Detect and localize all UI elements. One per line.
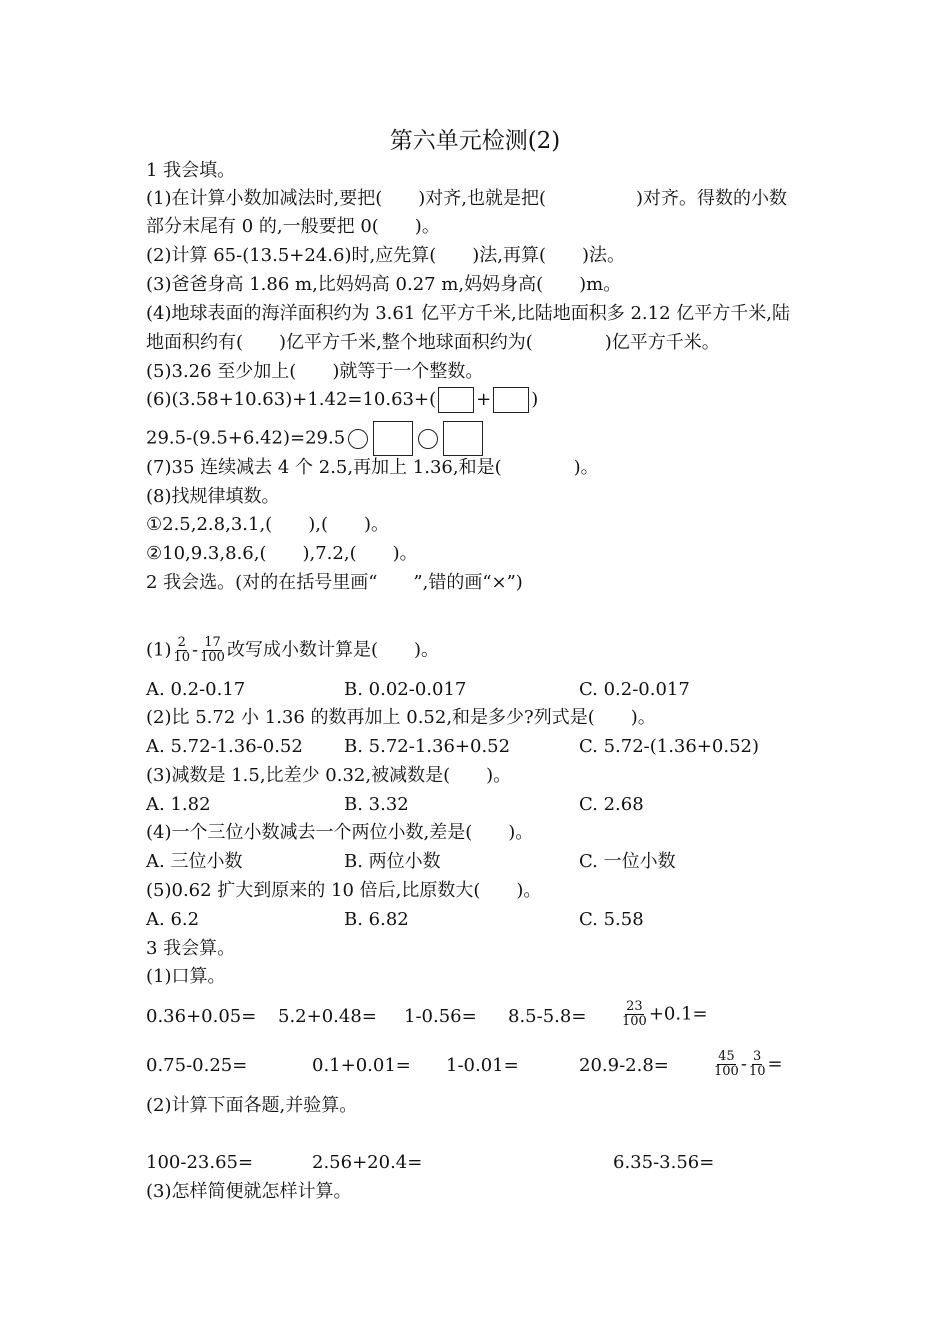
calc-item: 100-23.65=	[146, 1152, 254, 1173]
page-title: 第六单元检测(2)	[389, 128, 561, 154]
answer-box[interactable]	[438, 387, 474, 413]
s2-q1-text: 改写成小数计算是( )。	[226, 639, 440, 661]
s2-q1-number: (1)	[146, 639, 172, 661]
s2-q1	[146, 636, 439, 665]
section1-header: 1 我会填。	[146, 160, 236, 181]
section2-header: 2 我会选。(对的在括号里画“ ”,错的画“×”)	[146, 572, 523, 593]
s1-q6-line2	[146, 421, 485, 456]
s1-q2: (2)计算 65-(13.5+24.6)时,应先算( )法,再算( )法。	[146, 245, 626, 266]
s1-q6-text-a: (6)(3.58+10.63)+1.42=10.63+(	[146, 389, 437, 410]
s2-q3-option-c[interactable]: C. 2.68	[579, 794, 644, 815]
s1-q8-b: ②10,9.3,8.6,( ),7.2,( )。	[146, 543, 418, 564]
fraction: $\frac{17}{100}$	[200, 635, 225, 665]
minus-sign: -	[740, 1053, 747, 1075]
calc-item: 20.9-2.8=	[579, 1055, 669, 1076]
answer-box[interactable]	[493, 387, 529, 413]
calc-item-fraction	[620, 1000, 708, 1029]
calc-item: 0.75-0.25=	[146, 1055, 248, 1076]
plus-sign: +	[476, 389, 492, 410]
answer-box[interactable]	[443, 421, 483, 456]
s1-q6-line1	[146, 387, 538, 413]
calc-item-fraction	[712, 1050, 783, 1079]
s1-q6-text-b: 29.5-(9.5+6.42)=29.5	[146, 427, 346, 449]
section3-header: 3 我会算。	[146, 938, 236, 959]
fraction: $\frac{3}{10}$	[748, 1049, 766, 1079]
calc-item: 2.56+20.4=	[312, 1152, 423, 1173]
operator-circle[interactable]	[348, 429, 368, 449]
s2-q1-option-c[interactable]: C. 0.2-0.017	[579, 679, 690, 700]
s1-q8-a: ①2.5,2.8,3.1,( ),( )。	[146, 514, 389, 535]
minus-sign: -	[192, 639, 199, 661]
s3-part1-label: (1)口算。	[146, 966, 226, 987]
s2-q4-option-a[interactable]: A. 三位小数	[146, 851, 243, 872]
s1-q4-line1: (4)地球表面的海洋面积约为 3.61 亿平方千米,比陆地面积多 2.12 亿平方千米,陆	[146, 303, 790, 324]
calc-tail: =	[767, 1053, 783, 1075]
calc-item: 0.1+0.01=	[312, 1055, 411, 1076]
s2-q2: (2)比 5.72 小 1.36 的数再加上 0.52,和是多少?列式是( )。	[146, 707, 656, 728]
s1-q3: (3)爸爸身高 1.86 m,比妈妈高 0.27 m,妈妈身高( )m。	[146, 274, 622, 295]
s2-q4: (4)一个三位小数减去一个两位小数,差是( )。	[146, 822, 534, 843]
calc-item: 1-0.01=	[446, 1055, 519, 1076]
calc-item: 6.35-3.56=	[613, 1152, 715, 1173]
s1-q8: (8)找规律填数。	[146, 486, 280, 507]
s2-q3: (3)减数是 1.5,比差少 0.32,被减数是( )。	[146, 765, 512, 786]
s2-q5-option-b[interactable]: B. 6.82	[344, 909, 409, 930]
s2-q3-option-b[interactable]: B. 3.32	[344, 794, 409, 815]
operator-circle[interactable]	[418, 429, 438, 449]
s2-q4-option-b[interactable]: B. 两位小数	[344, 851, 441, 872]
s3-part2-label: (2)计算下面各题,并验算。	[146, 1095, 358, 1116]
fraction: $\frac{2}{10}$	[173, 635, 191, 665]
s2-q5: (5)0.62 扩大到原来的 10 倍后,比原数大( )。	[146, 880, 542, 901]
s2-q1-option-b[interactable]: B. 0.02-0.017	[344, 679, 467, 700]
calc-item: 1-0.56=	[404, 1006, 477, 1027]
s1-q1-line1: (1)在计算小数加减法时,要把( )对齐,也就是把( )对齐。得数的小数	[146, 188, 788, 209]
s2-q3-option-a[interactable]: A. 1.82	[146, 794, 211, 815]
s2-q4-option-c[interactable]: C. 一位小数	[579, 851, 676, 872]
s1-q1-line2: 部分末尾有 0 的,一般要把 0( )。	[146, 216, 440, 237]
s1-q5: (5)3.26 至少加上( )就等于一个整数。	[146, 361, 484, 382]
s2-q5-option-c[interactable]: C. 5.58	[579, 909, 644, 930]
answer-box[interactable]	[373, 421, 413, 456]
s1-q7: (7)35 连续减去 4 个 2.5,再加上 1.36,和是( )。	[146, 457, 599, 478]
fraction: $\frac{45}{100}$	[714, 1049, 739, 1079]
s3-part3-label: (3)怎样简便就怎样计算。	[146, 1181, 352, 1202]
calc-item: 0.36+0.05=	[146, 1006, 257, 1027]
s2-q1-option-a[interactable]: A. 0.2-0.17	[146, 679, 246, 700]
calc-tail: +0.1=	[648, 1003, 708, 1025]
fraction: $\frac{23}{100}$	[622, 999, 647, 1029]
calc-item: 5.2+0.48=	[278, 1006, 377, 1027]
s1-q4-line2: 地面积约有( )亿平方千米,整个地球面积约为( )亿平方千米。	[146, 332, 720, 353]
s2-q2-option-c[interactable]: C. 5.72-(1.36+0.52)	[579, 736, 760, 757]
s2-q2-option-b[interactable]: B. 5.72-1.36+0.52	[344, 736, 511, 757]
s2-q2-option-a[interactable]: A. 5.72-1.36-0.52	[146, 736, 303, 757]
calc-item: 8.5-5.8=	[508, 1006, 587, 1027]
close-paren: )	[531, 389, 539, 410]
s2-q5-option-a[interactable]: A. 6.2	[146, 909, 200, 930]
